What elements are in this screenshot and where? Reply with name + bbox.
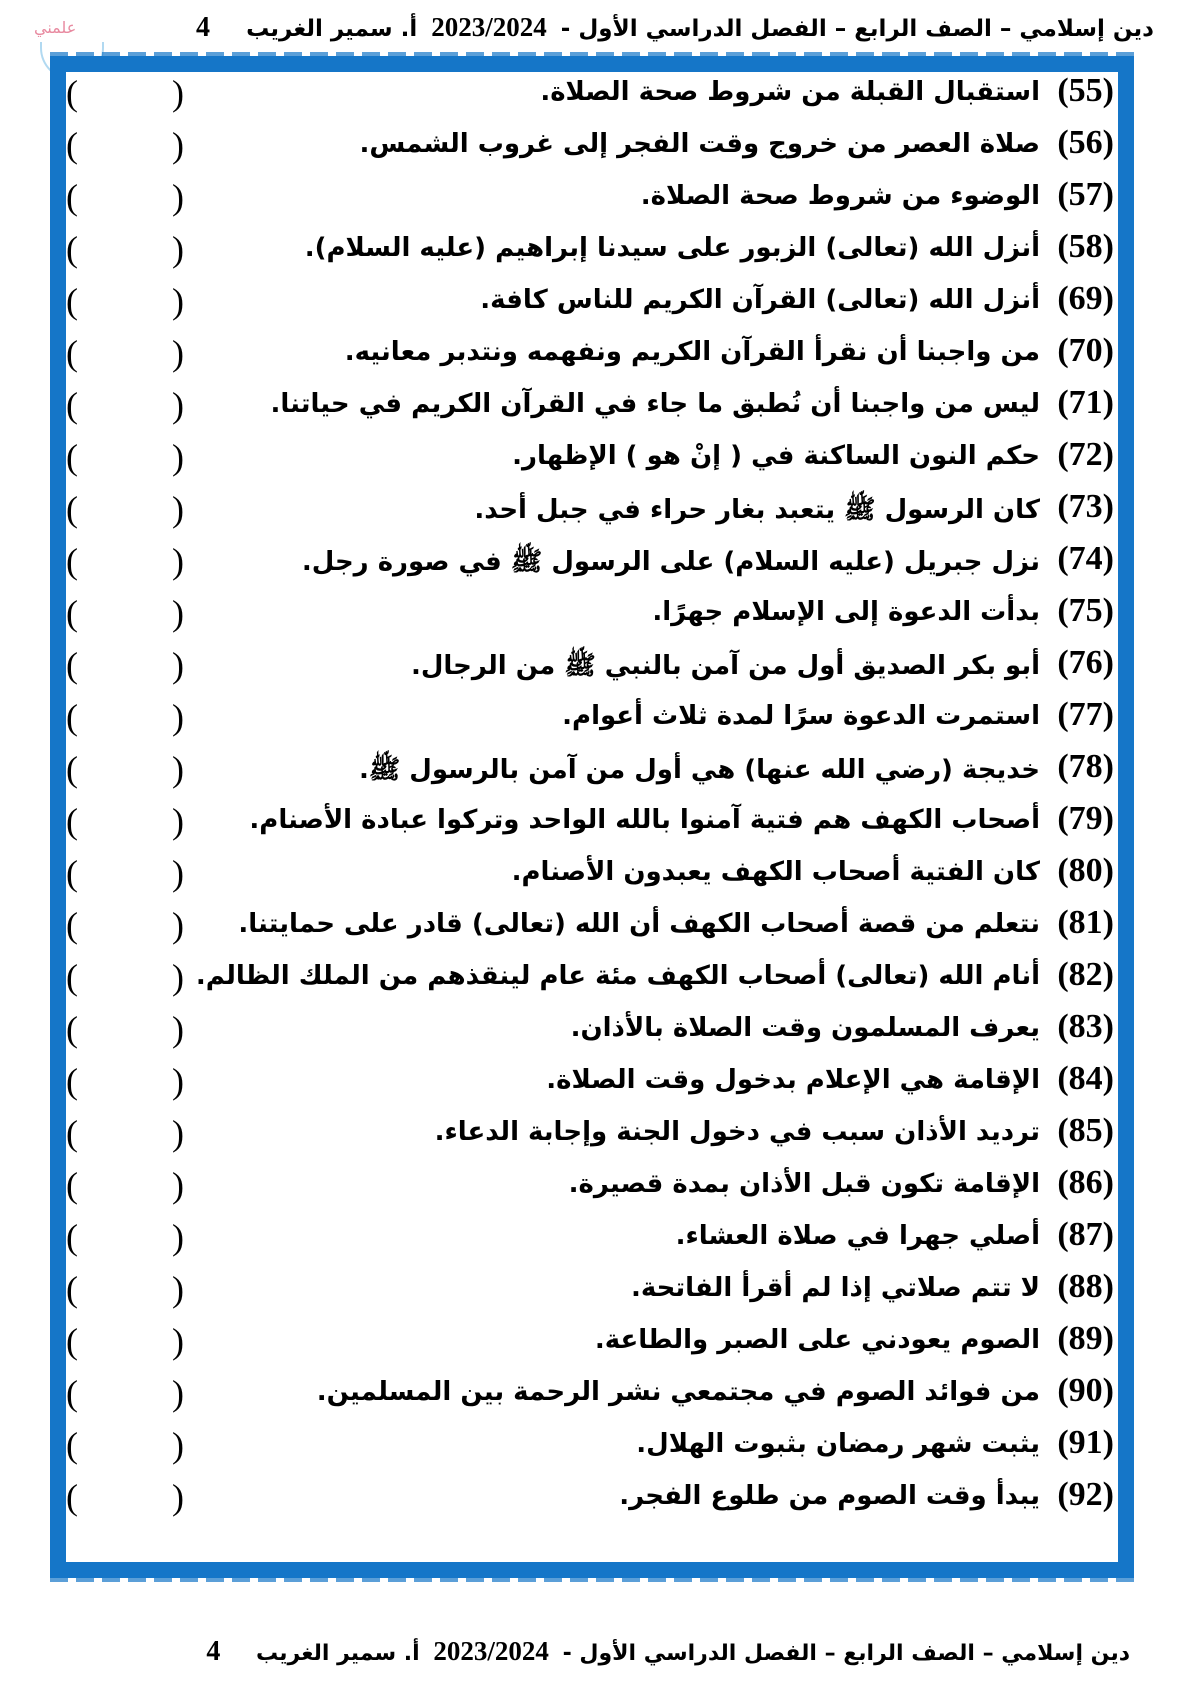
answer-close-paren: ) xyxy=(172,73,184,113)
question-row xyxy=(66,432,1118,484)
answer-close-paren: ) xyxy=(172,905,184,945)
question-number: (71) xyxy=(1057,384,1114,421)
answer-close-paren: ) xyxy=(172,1009,184,1049)
answer-close-paren: ) xyxy=(172,333,184,373)
question-text: استمرت الدعوة سرًا لمدة ثلاث أعوام. xyxy=(562,701,1040,731)
answer-open-paren: ( xyxy=(66,1061,78,1101)
answer-close-paren: ) xyxy=(172,281,184,321)
question-row xyxy=(66,588,1118,640)
answer-blank[interactable] xyxy=(66,1162,184,1208)
question-text: يثبت شهر رمضان بثبوت الهلال. xyxy=(636,1429,1040,1459)
answer-close-paren: ) xyxy=(172,697,184,737)
answer-open-paren: ( xyxy=(66,229,78,269)
question-number: (56) xyxy=(1057,124,1114,161)
answer-close-paren: ) xyxy=(172,437,184,477)
footer-page-number: 4 xyxy=(206,1636,221,1667)
answer-blank[interactable] xyxy=(66,1006,184,1052)
question-text: بدأت الدعوة إلى الإسلام جهرًا. xyxy=(652,597,1040,627)
question-number: (89) xyxy=(1057,1320,1114,1357)
answer-close-paren: ) xyxy=(172,1373,184,1413)
answer-blank[interactable] xyxy=(66,1318,184,1364)
answer-open-paren: ( xyxy=(66,125,78,165)
answer-close-paren: ) xyxy=(172,645,184,685)
answer-open-paren: ( xyxy=(66,1373,78,1413)
question-row xyxy=(66,952,1118,1004)
answer-open-paren: ( xyxy=(66,957,78,997)
question-text: من فوائد الصوم في مجتمعي نشر الرحمة بين المسلمين. xyxy=(316,1377,1040,1407)
answer-close-paren: ) xyxy=(172,957,184,997)
question-text: ترديد الأذان سبب في دخول الجنة وإجابة الدعاء. xyxy=(434,1117,1040,1147)
answer-open-paren: ( xyxy=(66,697,78,737)
answer-blank[interactable] xyxy=(66,1422,184,1468)
question-row xyxy=(66,276,1118,328)
question-number: (86) xyxy=(1057,1164,1114,1201)
page-header xyxy=(196,12,1154,44)
question-row xyxy=(66,1160,1118,1212)
answer-blank[interactable] xyxy=(66,746,184,792)
question-text: أنزل الله (تعالى) القرآن الكريم للناس كافة. xyxy=(480,285,1040,315)
header-page-number: 4 xyxy=(196,12,211,43)
question-text: كان الرسول ﷺ يتعبد بغار حراء في جبل أحد. xyxy=(474,495,1040,525)
question-number: (77) xyxy=(1057,696,1114,733)
answer-blank[interactable] xyxy=(66,798,184,844)
answer-open-paren: ( xyxy=(66,1113,78,1153)
question-number: (92) xyxy=(1057,1476,1114,1513)
answer-close-paren: ) xyxy=(172,229,184,269)
question-number: (79) xyxy=(1057,800,1114,837)
answer-close-paren: ) xyxy=(172,177,184,217)
question-number: (55) xyxy=(1057,72,1114,109)
question-number: (85) xyxy=(1057,1112,1114,1149)
answer-blank[interactable] xyxy=(66,382,184,428)
question-row xyxy=(66,1316,1118,1368)
question-number: (91) xyxy=(1057,1424,1114,1461)
answer-open-paren: ( xyxy=(66,73,78,113)
answer-open-paren: ( xyxy=(66,801,78,841)
answer-blank[interactable] xyxy=(66,694,184,740)
question-text: استقبال القبلة من شروط صحة الصلاة. xyxy=(540,77,1040,107)
question-row xyxy=(66,848,1118,900)
question-row xyxy=(66,692,1118,744)
answer-blank[interactable] xyxy=(66,590,184,636)
question-row xyxy=(66,172,1118,224)
answer-close-paren: ) xyxy=(172,801,184,841)
answer-blank[interactable] xyxy=(66,850,184,896)
question-row xyxy=(66,796,1118,848)
answer-open-paren: ( xyxy=(66,541,78,581)
question-text: يعرف المسلمون وقت الصلاة بالأذان. xyxy=(570,1013,1040,1043)
question-number: (87) xyxy=(1057,1216,1114,1253)
answer-close-paren: ) xyxy=(172,853,184,893)
question-row xyxy=(66,1420,1118,1472)
question-text: لا تتم صلاتي إذا لم أقرأ الفاتحة. xyxy=(630,1273,1040,1303)
answer-close-paren: ) xyxy=(172,1113,184,1153)
answer-close-paren: ) xyxy=(172,1217,184,1257)
question-text: صلاة العصر من خروج وقت الفجر إلى غروب الشمس. xyxy=(359,129,1040,159)
answer-open-paren: ( xyxy=(66,593,78,633)
answer-open-paren: ( xyxy=(66,1009,78,1049)
answer-close-paren: ) xyxy=(172,1061,184,1101)
question-row xyxy=(66,328,1118,380)
question-text: حكم النون الساكنة في ( إنْ هو ) الإظهار. xyxy=(512,441,1040,471)
answer-open-paren: ( xyxy=(66,177,78,217)
question-row xyxy=(66,484,1118,536)
answer-open-paren: ( xyxy=(66,1321,78,1361)
question-number: (70) xyxy=(1057,332,1114,369)
answer-close-paren: ) xyxy=(172,489,184,529)
answer-open-paren: ( xyxy=(66,281,78,321)
question-row xyxy=(66,120,1118,172)
answer-open-paren: ( xyxy=(66,489,78,529)
question-row xyxy=(66,1264,1118,1316)
question-row xyxy=(66,1056,1118,1108)
answer-blank[interactable] xyxy=(66,122,184,168)
answer-close-paren: ) xyxy=(172,749,184,789)
question-number: (76) xyxy=(1057,644,1114,681)
question-text: خديجة (رضي الله عنها) هي أول من آمن بالرسول ﷺ. xyxy=(358,755,1040,785)
answer-open-paren: ( xyxy=(66,385,78,425)
question-number: (57) xyxy=(1057,176,1114,213)
answer-open-paren: ( xyxy=(66,905,78,945)
answer-open-paren: ( xyxy=(66,645,78,685)
header-year: 2023/2024 xyxy=(431,12,547,42)
answer-close-paren: ) xyxy=(172,385,184,425)
question-text: أصلي جهرا في صلاة العشاء. xyxy=(675,1221,1040,1251)
question-number: (74) xyxy=(1057,540,1114,577)
question-number: (82) xyxy=(1057,956,1114,993)
answer-blank[interactable] xyxy=(66,954,184,1000)
answer-blank[interactable] xyxy=(66,434,184,480)
question-number: (73) xyxy=(1057,488,1114,525)
answer-close-paren: ) xyxy=(172,1269,184,1309)
answer-open-paren: ( xyxy=(66,437,78,477)
answer-open-paren: ( xyxy=(66,333,78,373)
answer-open-paren: ( xyxy=(66,1477,78,1517)
answer-blank[interactable] xyxy=(66,1474,184,1520)
question-number: (78) xyxy=(1057,748,1114,785)
question-list xyxy=(66,68,1118,1524)
question-text: أبو بكر الصديق أول من آمن بالنبي ﷺ من الرجال. xyxy=(410,651,1040,681)
question-row xyxy=(66,224,1118,276)
question-number: (80) xyxy=(1057,852,1114,889)
header-subject: دين إسلامي – الصف الرابع – الفصل الدراسي الأول - xyxy=(560,16,1154,42)
answer-open-paren: ( xyxy=(66,1217,78,1257)
logo-decoration-icon: علمني xyxy=(34,18,77,37)
question-text: الصوم يعودني على الصبر والطاعة. xyxy=(594,1325,1040,1355)
question-number: (83) xyxy=(1057,1008,1114,1045)
question-text: نزل جبريل (عليه السلام) على الرسول ﷺ في صورة رجل. xyxy=(301,547,1040,577)
question-number: (72) xyxy=(1057,436,1114,473)
answer-blank[interactable] xyxy=(66,1214,184,1260)
question-text: نتعلم من قصة أصحاب الكهف أن الله (تعالى) قادر على حمايتنا. xyxy=(238,909,1040,939)
question-text: ليس من واجبنا أن نُطبق ما جاء في القرآن الكريم في حياتنا. xyxy=(270,389,1040,419)
answer-blank[interactable] xyxy=(66,278,184,324)
question-number: (58) xyxy=(1057,228,1114,265)
answer-close-paren: ) xyxy=(172,593,184,633)
header-teacher: أ. سمير الغريب xyxy=(246,16,418,42)
answer-close-paren: ) xyxy=(172,1477,184,1517)
answer-blank[interactable] xyxy=(66,226,184,272)
answer-blank[interactable] xyxy=(66,330,184,376)
question-row xyxy=(66,744,1118,796)
question-number: (90) xyxy=(1057,1372,1114,1409)
answer-open-paren: ( xyxy=(66,1269,78,1309)
question-row xyxy=(66,640,1118,692)
question-text: الإقامة هي الإعلام بدخول وقت الصلاة. xyxy=(546,1065,1040,1095)
question-text: أصحاب الكهف هم فتية آمنوا بالله الواحد وتركوا عبادة الأصنام. xyxy=(249,805,1040,835)
answer-open-paren: ( xyxy=(66,749,78,789)
answer-blank[interactable] xyxy=(66,486,184,532)
question-row xyxy=(66,1212,1118,1264)
question-text: أنزل الله (تعالى) الزبور على سيدنا إبراهيم (عليه السلام). xyxy=(304,233,1040,263)
answer-blank[interactable] xyxy=(66,902,184,948)
answer-close-paren: ) xyxy=(172,1321,184,1361)
question-number: (75) xyxy=(1057,592,1114,629)
question-text: الوضوء من شروط صحة الصلاة. xyxy=(640,181,1040,211)
footer-subject: دين إسلامي – الصف الرابع – الفصل الدراسي الأول - xyxy=(562,1641,1130,1666)
question-row xyxy=(66,1004,1118,1056)
question-text: أنام الله (تعالى) أصحاب الكهف مئة عام لينقذهم من الملك الظالم. xyxy=(195,961,1040,991)
question-number: (81) xyxy=(1057,904,1114,941)
question-number: (69) xyxy=(1057,280,1114,317)
page-footer xyxy=(206,1636,1130,1668)
question-number: (88) xyxy=(1057,1268,1114,1305)
answer-close-paren: ) xyxy=(172,1425,184,1465)
question-text: كان الفتية أصحاب الكهف يعبدون الأصنام. xyxy=(511,857,1040,887)
question-row xyxy=(66,1472,1118,1524)
answer-blank[interactable] xyxy=(66,1110,184,1156)
question-row xyxy=(66,536,1118,588)
question-text: الإقامة تكون قبل الأذان بمدة قصيرة. xyxy=(568,1169,1040,1199)
footer-teacher: أ. سمير الغريب xyxy=(255,1641,420,1666)
question-row xyxy=(66,1108,1118,1160)
question-row xyxy=(66,380,1118,432)
answer-blank[interactable] xyxy=(66,538,184,584)
question-text: يبدأ وقت الصوم من طلوع الفجر. xyxy=(619,1481,1040,1511)
question-row xyxy=(66,900,1118,952)
answer-blank[interactable] xyxy=(66,1058,184,1104)
question-number: (84) xyxy=(1057,1060,1114,1097)
answer-close-paren: ) xyxy=(172,125,184,165)
answer-close-paren: ) xyxy=(172,541,184,581)
question-text: من واجبنا أن نقرأ القرآن الكريم ونفهمه ونتدبر معانيه. xyxy=(344,337,1040,367)
answer-open-paren: ( xyxy=(66,1425,78,1465)
answer-blank[interactable] xyxy=(66,642,184,688)
answer-open-paren: ( xyxy=(66,853,78,893)
answer-close-paren: ) xyxy=(172,1165,184,1205)
answer-blank[interactable] xyxy=(66,1266,184,1312)
answer-open-paren: ( xyxy=(66,1165,78,1205)
answer-blank[interactable] xyxy=(66,1370,184,1416)
answer-blank[interactable] xyxy=(66,174,184,220)
question-row xyxy=(66,1368,1118,1420)
answer-blank[interactable] xyxy=(66,70,184,116)
footer-year: 2023/2024 xyxy=(433,1636,549,1666)
question-row xyxy=(66,68,1118,120)
